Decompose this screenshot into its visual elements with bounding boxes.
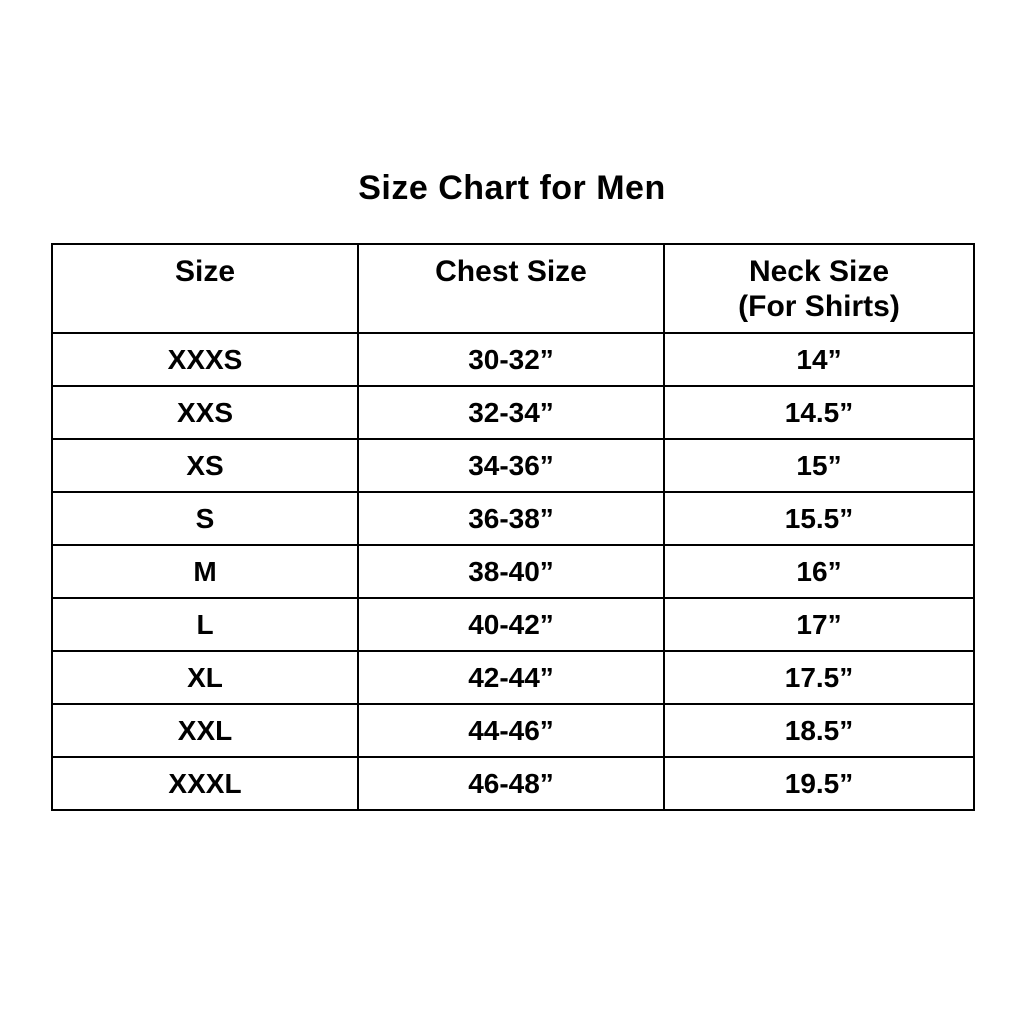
header-size-label: Size <box>174 255 236 288</box>
chest-size-cell: 44-46” <box>358 704 664 757</box>
size-cell: XXXS <box>52 333 358 386</box>
size-cell: XXS <box>52 386 358 439</box>
table-row <box>52 439 974 492</box>
chest-size-cell: 46-48” <box>358 757 664 810</box>
neck-size-cell: 19.5” <box>664 757 974 810</box>
size-cell: S <box>52 492 358 545</box>
size-chart-table <box>51 243 975 811</box>
table-row <box>52 492 974 545</box>
table-row <box>52 545 974 598</box>
neck-size-cell: 14” <box>664 333 974 386</box>
neck-size-cell: 14.5” <box>664 386 974 439</box>
header-neck-size <box>664 244 974 333</box>
size-cell: XL <box>52 651 358 704</box>
neck-size-cell: 16” <box>664 545 974 598</box>
chest-size-cell: 34-36” <box>358 439 664 492</box>
size-cell: L <box>52 598 358 651</box>
neck-size-cell: 17.5” <box>664 651 974 704</box>
chest-size-cell: 38-40” <box>358 545 664 598</box>
page-title: Size Chart for Men <box>358 169 666 207</box>
neck-size-cell: 17” <box>664 598 974 651</box>
neck-size-cell: 15” <box>664 439 974 492</box>
table-row <box>52 757 974 810</box>
header-row <box>52 244 974 333</box>
table-body <box>52 333 974 810</box>
table-row <box>52 651 974 704</box>
size-cell: XXL <box>52 704 358 757</box>
header-neck-size-sublabel: (For Shirts) <box>738 289 900 323</box>
table-row <box>52 333 974 386</box>
chest-size-cell: 36-38” <box>358 492 664 545</box>
table-row <box>52 704 974 757</box>
neck-size-cell: 15.5” <box>664 492 974 545</box>
size-cell: XXXL <box>52 757 358 810</box>
chest-size-cell: 42-44” <box>358 651 664 704</box>
chest-size-cell: 30-32” <box>358 333 664 386</box>
chest-size-cell: 32-34” <box>358 386 664 439</box>
table-row <box>52 386 974 439</box>
header-neck-size-label: Neck Size <box>748 255 890 288</box>
table-row <box>52 598 974 651</box>
header-chest-size <box>358 244 664 333</box>
header-chest-size-label: Chest Size <box>435 255 587 288</box>
neck-size-cell: 18.5” <box>664 704 974 757</box>
chest-size-cell: 40-42” <box>358 598 664 651</box>
header-size <box>52 244 358 333</box>
size-cell: XS <box>52 439 358 492</box>
size-cell: M <box>52 545 358 598</box>
